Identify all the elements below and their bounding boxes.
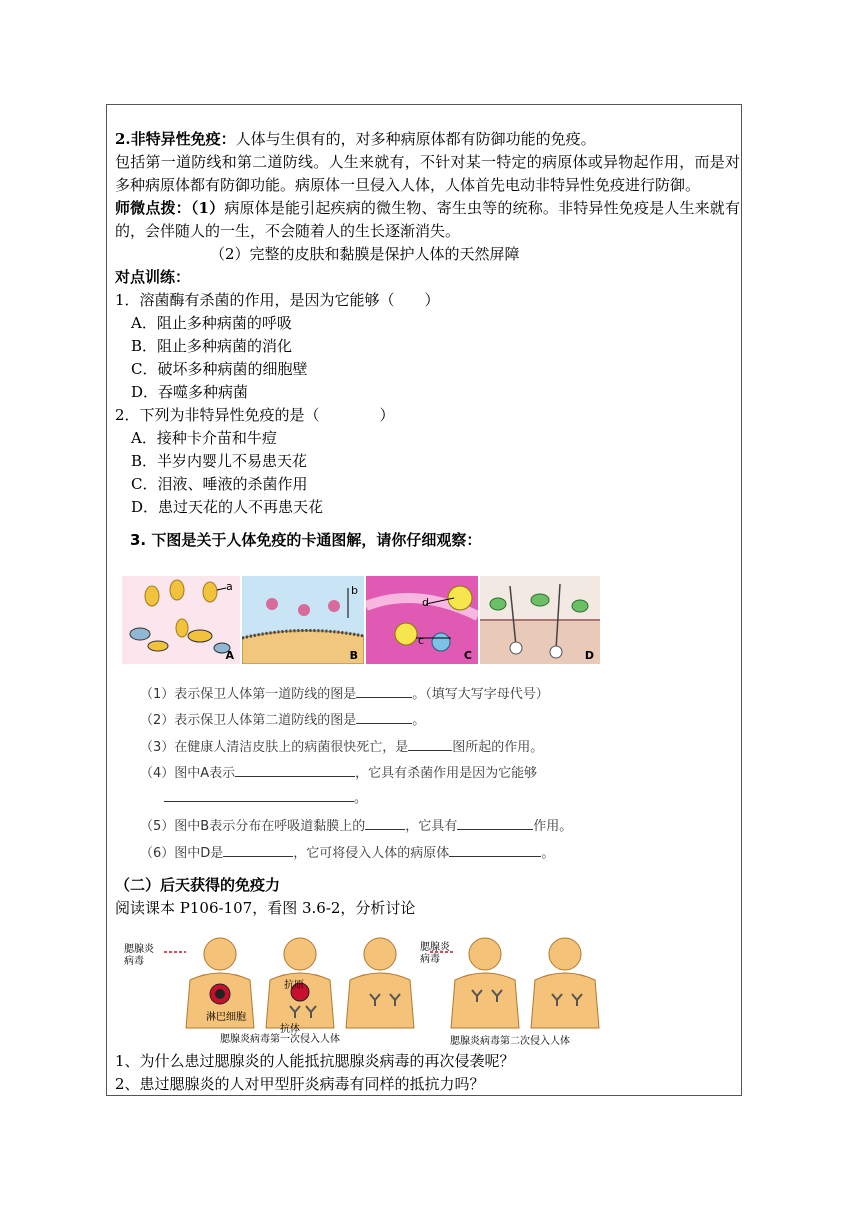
- marker-a: a: [226, 580, 233, 593]
- blank-5a[interactable]: [365, 815, 405, 830]
- blank-5b[interactable]: [457, 815, 533, 830]
- blank-2[interactable]: [356, 709, 412, 724]
- q3-title: 3. 下图是关于人体免疫的卡通图解，请你仔细观察：: [130, 531, 482, 549]
- tip-num-1: （1）: [190, 199, 225, 217]
- tip-label: 师微点拨：: [115, 199, 191, 217]
- panel-d-illustration: [480, 576, 600, 664]
- q3-item-2: （2）表示保卫人体第二道防线的图是 。: [140, 709, 425, 728]
- panel-c: [366, 576, 478, 664]
- blank-4b[interactable]: [164, 787, 354, 802]
- q3-item-1: （1）表示保卫人体第一道防线的图是 。（填写大写字母代号）: [140, 683, 549, 702]
- q1-option-c: C．破坏多种病菌的细胞壁: [131, 360, 308, 378]
- tip-text-1: 病原体是能引起疾病的微生物、寄生虫等的统称。非特异性免疫是人生来就有的，会伴随人的一生，不会随着人的生长逐渐消失。: [115, 199, 740, 240]
- nonspecific-title: 2.非特异性免疫：: [115, 130, 236, 148]
- panel-label-c: C: [463, 649, 472, 662]
- panel-label-b: B: [349, 649, 358, 662]
- panel-label-d: D: [584, 649, 594, 662]
- q1-option-b: B．阻止多种病菌的消化: [131, 337, 293, 355]
- mumps-illustration: [120, 932, 620, 1044]
- q1-option-a: A．阻止多种病菌的呼吸: [131, 314, 292, 332]
- blank-6b[interactable]: [449, 842, 541, 857]
- blank-4a[interactable]: [235, 762, 355, 777]
- antibody-label: 抗体: [280, 1024, 300, 1035]
- q2-option-c: C．泪液、唾液的杀菌作用: [131, 475, 308, 493]
- q1-option-d: D．吞噬多种病菌: [131, 383, 249, 401]
- marker-c: c: [418, 634, 425, 647]
- q1-stem: 1．溶菌酶有杀菌的作用，是因为它能够（ ）: [115, 291, 440, 309]
- blank-1[interactable]: [356, 683, 412, 698]
- q3-item-3: （3）在健康人清洁皮肤上的病菌很快死亡，是 图所起的作用。: [140, 736, 543, 755]
- q3-item-4-cont: 。: [164, 787, 367, 806]
- mumps-figure: [120, 932, 620, 1047]
- tip-text-2: （2）完整的皮肤和黏膜是保护人体的天然屏障: [210, 245, 520, 263]
- practice-label: 对点训练：: [115, 268, 191, 286]
- q3-item-5: （5）图中B表示分布在呼吸道黏膜上的 ，它具有 作用。: [140, 815, 572, 834]
- nonspecific-definition: 人体与生俱有的，对多种病原体都有防御功能的免疫。: [235, 130, 596, 148]
- panel-b: [242, 576, 364, 664]
- q3-item-4: （4）图中A表示 ，它具有杀菌作用是因为它能够: [140, 762, 537, 781]
- nonspecific-heading: [115, 128, 740, 151]
- q2-option-d: D．患过天花的人不再患天花: [131, 498, 324, 516]
- panel-c-illustration: [366, 576, 478, 664]
- panel-b-illustration: [242, 576, 364, 664]
- acquired-read: 阅读课本 P106-107，看图 3.6-2，分析讨论: [115, 899, 416, 917]
- marker-d: d: [422, 596, 429, 609]
- acquired-section: [115, 874, 740, 920]
- blank-6a[interactable]: [223, 842, 293, 857]
- q2-option-b: B．半岁内婴儿不易患天花: [131, 452, 308, 470]
- virus-label-4: 病毒: [420, 954, 440, 965]
- blank-3[interactable]: [408, 736, 452, 751]
- discussion-question-2: 2、患过腮腺炎的人对甲型肝炎病毒有同样的抵抗力吗？: [115, 1075, 485, 1093]
- main-content: [115, 128, 740, 552]
- nonspecific-paragraph: 包括第一道防线和第二道防线。人生来就有，不针对某一特定的病原体或异物起作用，而是对多种病原体都有防御功能。病原体一旦侵入人体，人体首先电动非特异性免疫进行防御。: [115, 153, 740, 194]
- virus-label-2: 病毒: [124, 956, 144, 967]
- panel-a: [122, 576, 240, 664]
- panel-label-a: A: [225, 649, 234, 662]
- immune-cartoon-figure: [122, 576, 600, 664]
- q2-stem: 2．下列为非特异性免疫的是（ ）: [115, 406, 395, 424]
- virus-label-1: 腮腺炎: [124, 944, 154, 955]
- virus-label-3: 腮腺炎: [420, 942, 450, 953]
- caption-second-invasion: 腮腺炎病毒第二次侵入人体: [450, 1036, 570, 1047]
- acquired-title: （二）后天获得的免疫力: [115, 876, 281, 894]
- discussion-question-1: 1、为什么患过腮腺炎的人能抵抗腮腺炎病毒的再次侵袭呢？: [115, 1052, 515, 1070]
- caption-first-invasion: 腮腺炎病毒第一次侵入人体: [220, 1034, 340, 1045]
- q3-item-6: （6）图中D是 ，它可将侵入人体的病原体 。: [140, 842, 554, 861]
- discussion-questions: [115, 1050, 515, 1096]
- tip-paragraph: [115, 197, 740, 243]
- antigen-label: 抗原: [284, 980, 304, 991]
- panel-a-illustration: [122, 576, 240, 664]
- q2-option-a: A．接种卡介苗和牛痘: [131, 429, 277, 447]
- marker-b: b: [351, 584, 358, 597]
- panel-d: [480, 576, 600, 664]
- lymph-cell-label: 淋巴细胞: [206, 1012, 246, 1023]
